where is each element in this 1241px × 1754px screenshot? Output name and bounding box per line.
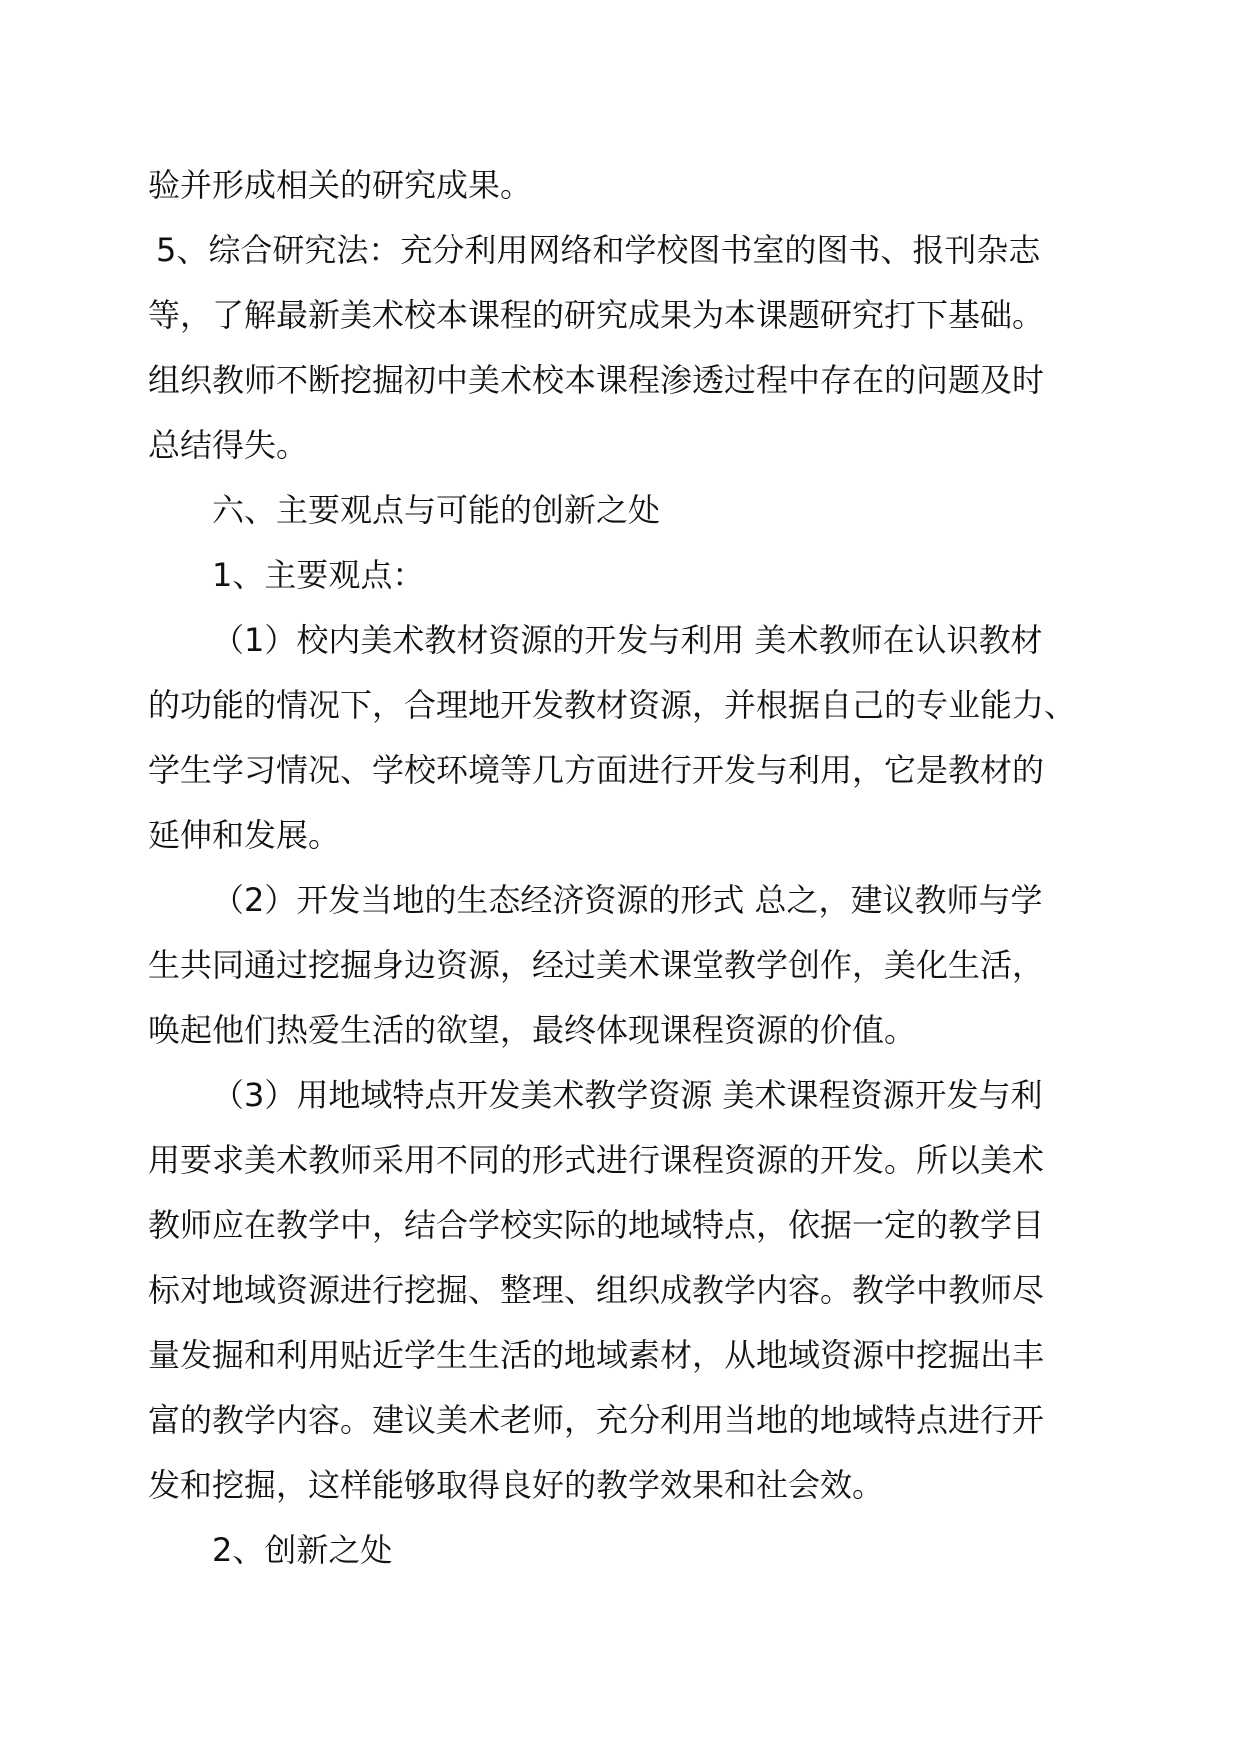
text-line: 标对地域资源进行挖掘、整理、组织成教学内容。教学中教师尽 [148,1271,1045,1309]
text-line: 延伸和发展。 [148,816,341,854]
subsection-heading: 1、主要观点： [212,556,425,594]
text-line: 富的教学内容。建议美术老师，充分利用当地的地域特点进行开 [148,1401,1045,1439]
text-line: （2）开发当地的生态经济资源的形式 总之，建议教师与学 [212,881,1043,919]
section-heading: 六、主要观点与可能的创新之处 [212,491,661,529]
text-line: 的功能的情况下，合理地开发教材资源，并根据自己的专业能力、 [148,686,1077,724]
text-line: 验并形成相关的研究成果。 [148,166,533,204]
text-line: 5、综合研究法：充分利用网络和学校图书室的图书、报刊杂志 [156,231,1041,269]
text-line: 学生学习情况、学校环境等几方面进行开发与利用，它是教材的 [148,751,1045,789]
text-line: 教师应在教学中，结合学校实际的地域特点，依据一定的教学目 [148,1206,1045,1244]
text-line: 量发掘和利用贴近学生生活的地域素材，从地域资源中挖掘出丰 [148,1336,1045,1374]
text-line: （3）用地域特点开发美术教学资源 美术课程资源开发与利 [212,1076,1043,1114]
text-line: 等，了解最新美术校本课程的研究成果为本课题研究打下基础。 [148,296,1045,334]
subsection-heading: 2、创新之处 [212,1531,393,1569]
text-line: 用要求美术教师采用不同的形式进行课程资源的开发。所以美术 [148,1141,1045,1179]
text-line: 生共同通过挖掘身边资源，经过美术课堂教学创作，美化生活， [148,946,1045,984]
text-line: （1）校内美术教材资源的开发与利用 美术教师在认识教材 [212,621,1043,659]
text-line: 唤起他们热爱生活的欲望，最终体现课程资源的价值。 [148,1011,917,1049]
text-line: 组织教师不断挖掘初中美术校本课程渗透过程中存在的问题及时 [148,361,1045,399]
text-line: 发和挖掘，这样能够取得良好的教学效果和社会效。 [148,1466,885,1504]
text-line: 总结得失。 [148,426,309,464]
